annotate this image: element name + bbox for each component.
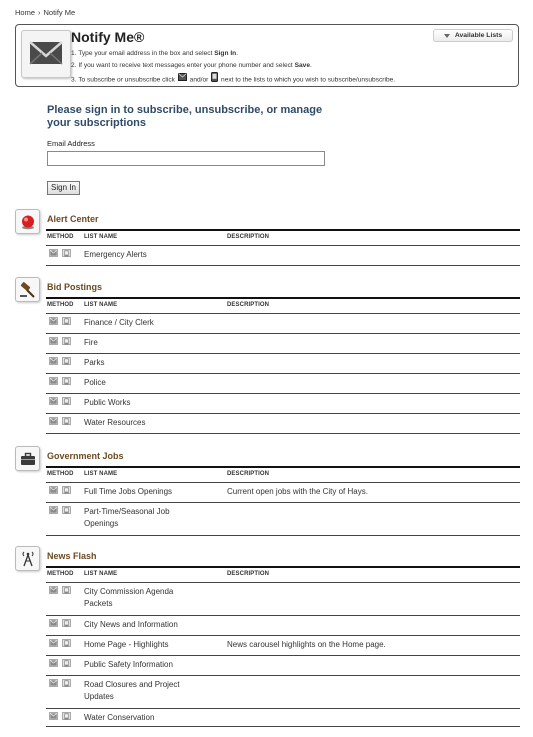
row-separator xyxy=(46,535,520,536)
column-header-list-name: LIST NAME xyxy=(84,234,118,240)
list-name: Police xyxy=(84,378,106,387)
email-subscribe-icon[interactable] xyxy=(49,337,58,345)
category-title: News Flash xyxy=(47,551,97,561)
signin-heading: Please sign in to subscribe, unsubscribe, or manage your subscriptions xyxy=(47,104,323,129)
subscription-methods xyxy=(49,639,71,647)
email-subscribe-icon[interactable] xyxy=(49,586,58,594)
list-name: Road Closures and Project Updates xyxy=(84,680,180,701)
step3-mid: and/or xyxy=(189,76,209,84)
email-subscribe-icon[interactable] xyxy=(49,619,58,627)
column-header-list-name: LIST NAME xyxy=(84,302,118,308)
gavel-icon-graphic xyxy=(19,281,37,299)
category-divider xyxy=(46,297,520,299)
subscription-methods xyxy=(49,586,71,594)
subscription-methods xyxy=(49,377,71,385)
breadcrumb-separator: › xyxy=(38,8,41,17)
step1-end: . xyxy=(236,50,239,57)
list-name: City Commission Agenda Packets xyxy=(84,587,174,608)
email-subscribe-icon[interactable] xyxy=(49,712,58,720)
category-title: Government Jobs xyxy=(47,451,124,461)
available-lists-label: Available Lists xyxy=(454,32,503,39)
subscription-methods xyxy=(49,679,71,687)
email-subscribe-icon[interactable] xyxy=(49,397,58,405)
sms-subscribe-icon[interactable] xyxy=(62,377,71,385)
breadcrumb-current: Notify Me xyxy=(43,8,76,17)
email-label: Email Address xyxy=(47,139,95,148)
list-name: Fire xyxy=(84,338,98,347)
sms-subscribe-icon[interactable] xyxy=(62,639,71,647)
email-subscribe-icon[interactable] xyxy=(49,417,58,425)
sms-subscribe-icon[interactable] xyxy=(62,679,71,687)
subscription-methods xyxy=(49,659,71,667)
row-separator xyxy=(46,265,520,266)
step2-text: 2. If you want to receive text messages enter your phone number and select xyxy=(71,62,295,69)
step2-bold: Save xyxy=(294,62,310,69)
column-header-method: METHOD xyxy=(47,571,74,577)
list-name: Full Time Jobs Openings xyxy=(84,487,173,496)
category-title: Bid Postings xyxy=(47,282,103,292)
column-header-method: METHOD xyxy=(47,234,74,240)
category-title: Alert Center xyxy=(47,214,99,224)
list-name: Home Page - Highlights xyxy=(84,640,169,649)
step3-end: next to the lists to which you wish to subscribe/unsubscribe. xyxy=(221,76,396,84)
sms-subscribe-icon[interactable] xyxy=(62,659,71,667)
sms-subscribe-icon[interactable] xyxy=(62,586,71,594)
gavel-icon xyxy=(15,277,40,302)
envelope-icon xyxy=(21,30,71,78)
notify-me-intro-box xyxy=(15,24,519,87)
alert-light-icon-graphic xyxy=(19,213,37,231)
sms-method-icon xyxy=(211,72,218,87)
broadcast-tower-icon xyxy=(15,546,40,571)
list-name: Part-Time/Seasonal Job Openings xyxy=(84,507,170,528)
subscription-methods xyxy=(49,506,71,514)
broadcast-tower-icon-graphic xyxy=(19,550,37,568)
email-method-icon xyxy=(178,73,187,86)
sms-subscribe-icon[interactable] xyxy=(62,357,71,365)
briefcase-icon xyxy=(15,446,40,471)
column-header-description: DESCRIPTION xyxy=(227,571,270,577)
step3-text: 3. To subscribe or unsubscribe click xyxy=(71,76,175,84)
row-separator xyxy=(46,726,520,727)
briefcase-icon-graphic xyxy=(19,450,37,468)
sms-subscribe-icon[interactable] xyxy=(62,317,71,325)
column-header-description: DESCRIPTION xyxy=(227,234,270,240)
list-name: Emergency Alerts xyxy=(84,250,147,259)
subscription-methods xyxy=(49,337,71,345)
category-divider xyxy=(46,229,520,231)
sms-subscribe-icon[interactable] xyxy=(62,397,71,405)
column-header-description: DESCRIPTION xyxy=(227,471,270,477)
step1-bold: Sign In xyxy=(214,50,237,57)
list-name: Public Works xyxy=(84,398,131,407)
sms-subscribe-icon[interactable] xyxy=(62,486,71,494)
list-description: Current open jobs with the City of Hays. xyxy=(227,487,368,496)
subscription-methods xyxy=(49,417,71,425)
email-subscribe-icon[interactable] xyxy=(49,506,58,514)
page-title: Notify Me® xyxy=(71,29,145,45)
category-divider xyxy=(46,566,520,568)
list-name: Parks xyxy=(84,358,105,367)
column-header-method: METHOD xyxy=(47,302,74,308)
column-header-method: METHOD xyxy=(47,471,74,477)
subscription-methods xyxy=(49,317,71,325)
sms-subscribe-icon[interactable] xyxy=(62,337,71,345)
sms-subscribe-icon[interactable] xyxy=(62,712,71,720)
instruction-step-3 xyxy=(71,72,395,87)
email-subscribe-icon[interactable] xyxy=(49,486,58,494)
instruction-step-1 xyxy=(71,48,395,60)
email-subscribe-icon[interactable] xyxy=(49,679,58,687)
column-header-list-name: LIST NAME xyxy=(84,471,118,477)
list-name: Public Safety Information xyxy=(84,660,173,669)
subscription-methods xyxy=(49,249,71,257)
email-subscribe-icon[interactable] xyxy=(49,317,58,325)
email-subscribe-icon[interactable] xyxy=(49,377,58,385)
list-name: City News and Information xyxy=(84,620,178,629)
list-name: Water Resources xyxy=(84,418,146,427)
sms-subscribe-icon[interactable] xyxy=(62,619,71,627)
sms-subscribe-icon[interactable] xyxy=(62,506,71,514)
available-lists-button[interactable] xyxy=(433,29,513,42)
sms-subscribe-icon[interactable] xyxy=(62,417,71,425)
intro-instructions xyxy=(71,48,395,87)
step2-end: . xyxy=(310,62,312,69)
column-header-list-name: LIST NAME xyxy=(84,571,118,577)
email-subscribe-icon[interactable] xyxy=(49,249,58,257)
email-subscribe-icon[interactable] xyxy=(49,659,58,667)
email-subscribe-icon[interactable] xyxy=(49,639,58,647)
sign-in-button[interactable]: Sign In xyxy=(47,181,80,195)
row-separator xyxy=(46,433,520,434)
chevron-down-icon xyxy=(444,34,450,38)
column-header-description: DESCRIPTION xyxy=(227,302,270,308)
breadcrumb xyxy=(15,8,75,17)
subscription-methods xyxy=(49,397,71,405)
alert-light-icon xyxy=(15,209,40,234)
sms-subscribe-icon[interactable] xyxy=(62,249,71,257)
email-subscribe-icon[interactable] xyxy=(49,357,58,365)
breadcrumb-home-link[interactable]: Home xyxy=(15,8,36,17)
list-name: Finance / City Clerk xyxy=(84,318,154,327)
step1-text: 1. Type your email address in the box and select xyxy=(71,50,215,57)
instruction-step-2 xyxy=(71,60,395,72)
category-divider xyxy=(46,466,520,468)
list-description: News carousel highlights on the Home page. xyxy=(227,640,386,649)
subscription-methods xyxy=(49,619,71,627)
subscription-methods xyxy=(49,712,71,720)
email-field[interactable] xyxy=(47,151,325,166)
subscription-methods xyxy=(49,357,71,365)
list-name: Water Conservation xyxy=(84,713,155,722)
subscription-methods xyxy=(49,486,71,494)
